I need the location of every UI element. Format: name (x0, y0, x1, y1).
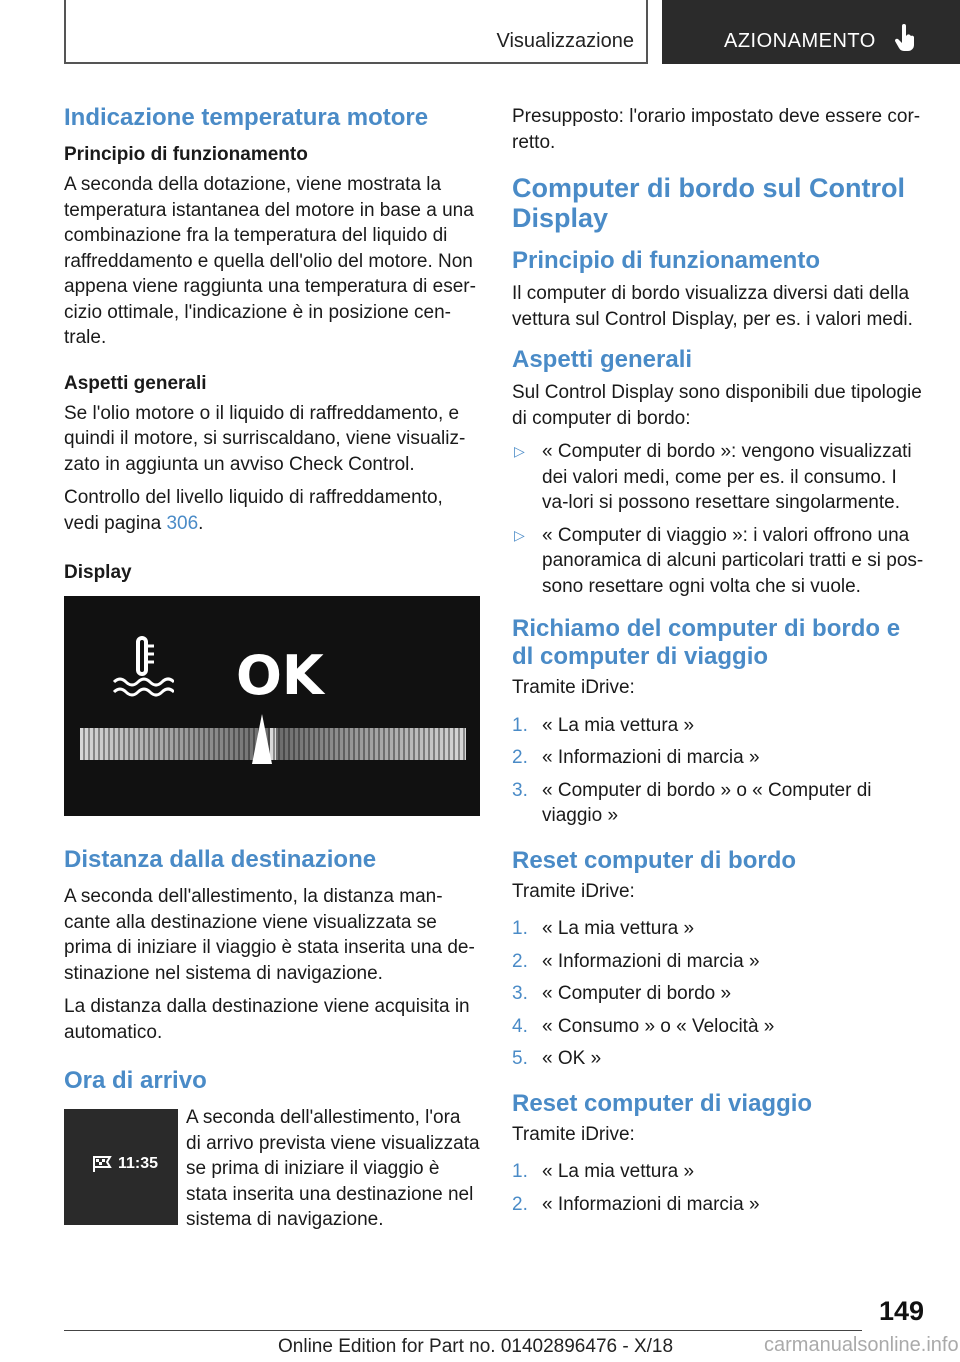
header-chapter-tab[interactable] (662, 0, 960, 64)
section-title-reset-onboard: Reset computer di bordo (512, 846, 797, 874)
paragraph: Il computer di bordo visualizza diversi dati della vettura sul Control Display, per es. i valori medi. (512, 283, 913, 330)
list-item: 1. « La mia vettura » (512, 714, 695, 736)
paragraph: Se l'olio motore o il liquido di raffreddamento, e quindi il motore, si surriscaldano, viene visualiz-zato in aggiunta un avviso Check Control. (64, 402, 466, 475)
paragraph: Sul Control Display sono disponibili due tipologie di computer di bordo: (512, 382, 922, 429)
list-item: 4. « Consumo » o « Velocità » (512, 1015, 775, 1037)
temperature-display-image (64, 596, 480, 816)
list-item: 3. « Computer di bordo » (512, 983, 732, 1004)
footer-divider (64, 1330, 862, 1331)
section-title-reset-trip: Reset computer di viaggio (512, 1089, 813, 1117)
subheading-general: Aspetti generali (64, 372, 207, 394)
bullet-marker-icon: ▷ (514, 443, 525, 459)
steps-list (512, 1159, 928, 1217)
section-title-engine-temperature: Indicazione temperatura motore (64, 104, 429, 131)
paragraph: A seconda dell'allestimento, la distanza man-cante alla destinazione viene visualizzata se prima di iniziare il viaggio è stata inserita una de-stinazione nel sistema di navigazione. (64, 886, 475, 984)
arrival-time-display-image (64, 1109, 178, 1225)
list-item: ▷ « Computer di viaggio »: i valori offrono una panoramica di alcuni particolari tratti e si pos-sono resettare ogni volta che si vuole. (514, 524, 924, 597)
list-item: ▷ « Computer di bordo »: vengono visualizzati dei valori medi, come per es. il consumo. I va-lori si possono resettare singolarmente. (514, 441, 912, 513)
page-number: 149 (878, 1296, 924, 1326)
temperature-needle-icon (250, 714, 274, 768)
subheading-principle: Principio di funzionamento (64, 144, 308, 165)
reference-end: . (198, 512, 204, 534)
section-title-principle: Principio di funzionamento (512, 247, 820, 274)
section-title-distance: Distanza dalla destinazione (64, 846, 377, 873)
paragraph: Presupposto: l'orario impostato deve essere cor-retto. (512, 106, 921, 153)
list-item: 2. « Informazioni di marcia » (512, 747, 760, 768)
paragraph: A seconda dell'allestimento, l'ora di arrivo prevista viene visualizzata se prima di iniziare il viaggio è stata inserita una destinazione nel sistema di navigazione. (186, 1107, 480, 1230)
watermark: carmanualsonline.info (764, 1334, 959, 1356)
coolant-temperature-icon (110, 636, 174, 700)
left-column (64, 104, 480, 1233)
chapter-tab-label: AZIONAMENTO (724, 30, 876, 52)
arrival-block (64, 1105, 480, 1233)
section-title-general: Aspetti generali (512, 346, 693, 373)
page-link[interactable]: 306 (166, 512, 199, 534)
paragraph: Tramite iDrive: (512, 880, 635, 902)
list-item: 1. « La mia vettura » (512, 918, 695, 939)
list-item: 3. « Computer di bordo » o « Computer di viaggio » (512, 779, 872, 826)
destination-flag-icon (92, 1155, 114, 1173)
header-section-title: Visualizzazione (496, 30, 634, 52)
paragraph-reference (64, 485, 480, 536)
steps-list (512, 916, 928, 1072)
subheading-display: Display (64, 562, 132, 583)
section-title-call-computer: Richiamo del computer di bordo e dl computer di viaggio (512, 615, 901, 670)
right-column (512, 104, 928, 1229)
hand-pointer-icon (894, 24, 918, 52)
computer-types-list (512, 439, 928, 599)
paragraph: La distanza dalla destinazione viene acquisita in automatico. (64, 996, 470, 1043)
paragraph: Tramite iDrive: (512, 677, 635, 698)
list-item: 2. « Informazioni di marcia » (512, 1193, 760, 1215)
arrival-time-value: 11:35 (118, 1155, 159, 1172)
steps-list (512, 713, 928, 829)
paragraph: Tramite iDrive: (512, 1123, 635, 1145)
list-item: 5. « OK » (512, 1048, 602, 1069)
status-ok-label: OK (236, 644, 324, 707)
paragraph: A seconda della dotazione, viene mostrata la temperatura istantanea del motore in base a una combinazione fra la temperatura del liquido di raffreddamento e quella dell'olio del motore. Non appena viene raggiunta una temperatura di eser-cizio ottimale, l'indicazione è in posizione cen-trale. (64, 174, 476, 348)
list-item: 1. « La mia vettura » (512, 1161, 695, 1182)
section-title-arrival: Ora di arrivo (64, 1067, 207, 1094)
bullet-marker-icon: ▷ (514, 526, 525, 543)
reference-text: Controllo del livello liquido di raffreddamento, vedi pagina (64, 487, 443, 534)
section-title-onboard-computer: Computer di bordo sul Control Display (512, 173, 905, 233)
list-item: 2. « Informazioni di marcia » (512, 950, 760, 972)
footer-edition: Online Edition for Part no. 01402896476 - X/18 (278, 1336, 674, 1357)
